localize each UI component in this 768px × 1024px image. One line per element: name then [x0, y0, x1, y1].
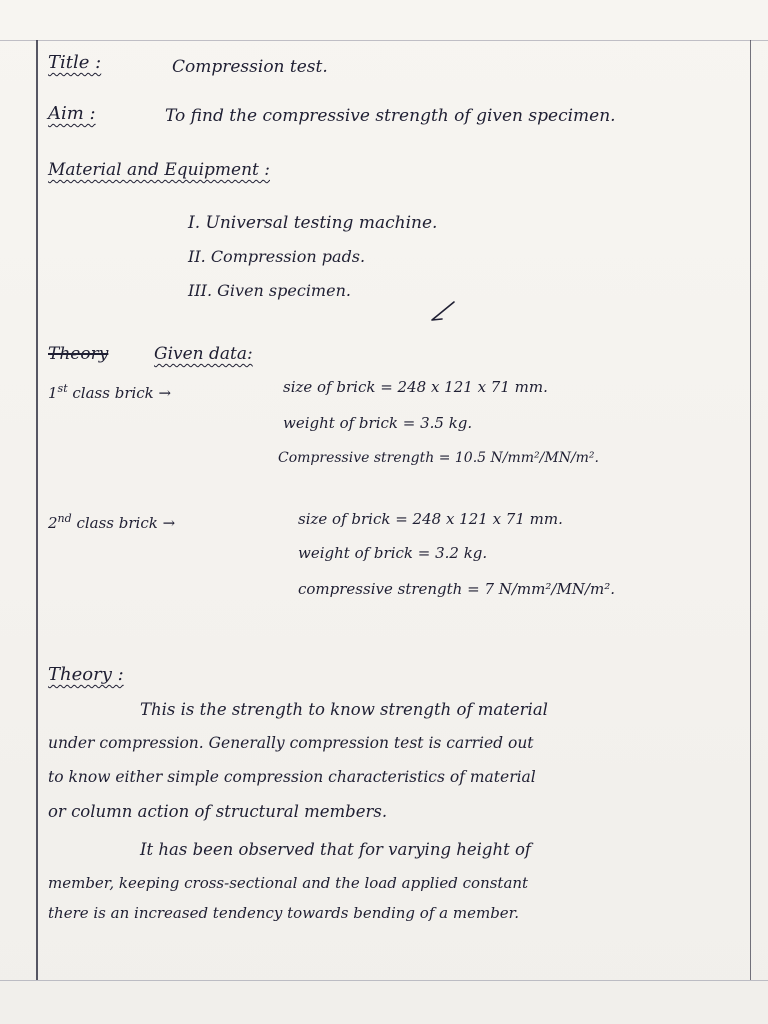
given-data-heading: Given data: — [154, 344, 253, 364]
title-label: Title : — [48, 52, 102, 73]
second-class-label: 2nd class brick → — [48, 512, 176, 532]
top-rule — [0, 40, 768, 41]
bottom-rule — [0, 980, 768, 981]
first-class-size: size of brick = 248 x 121 x 71 mm. — [283, 378, 548, 396]
material-item-2: II. Compression pads. — [188, 247, 366, 266]
theory-line-1: This is the strength to know strength of material — [140, 700, 548, 719]
struck-theory-word: Theory — [48, 344, 109, 364]
second-class-size: size of brick = 248 x 121 x 71 mm. — [298, 510, 563, 528]
first-class-strength: Compressive strength = 10.5 N/mm²/MN/m². — [278, 450, 599, 466]
theory-line-6: member, keeping cross-sectional and the load applied constant — [48, 874, 529, 892]
check-mark-icon — [428, 296, 458, 324]
theory-line-7: there is an increased tendency towards bending of a member. — [48, 904, 519, 922]
aim-label: Aim : — [48, 103, 96, 124]
second-class-weight: weight of brick = 3.2 kg. — [298, 544, 488, 562]
first-class-label: 1st class brick → — [48, 382, 172, 402]
theory-line-2: under compression. Generally compression test is carried out — [48, 734, 534, 752]
material-item-3: III. Given specimen. — [188, 281, 351, 300]
left-margin-line — [36, 40, 38, 980]
theory-line-3: to know either simple compression characteristics of material — [48, 768, 536, 786]
materials-heading: Material and Equipment : — [48, 160, 270, 180]
theory-line-5: It has been observed that for varying height of — [140, 840, 532, 859]
first-class-weight: weight of brick = 3.5 kg. — [283, 414, 473, 432]
theory-heading: Theory : — [48, 664, 124, 685]
theory-line-4: or column action of structural members. — [48, 802, 388, 821]
aim-value: To find the compressive strength of given specimen. — [165, 106, 616, 126]
second-class-strength: compressive strength = 7 N/mm²/MN/m². — [298, 580, 615, 598]
material-item-1: I. Universal testing machine. — [188, 213, 438, 233]
title-value: Compression test. — [172, 57, 328, 77]
right-margin-line — [750, 40, 751, 980]
